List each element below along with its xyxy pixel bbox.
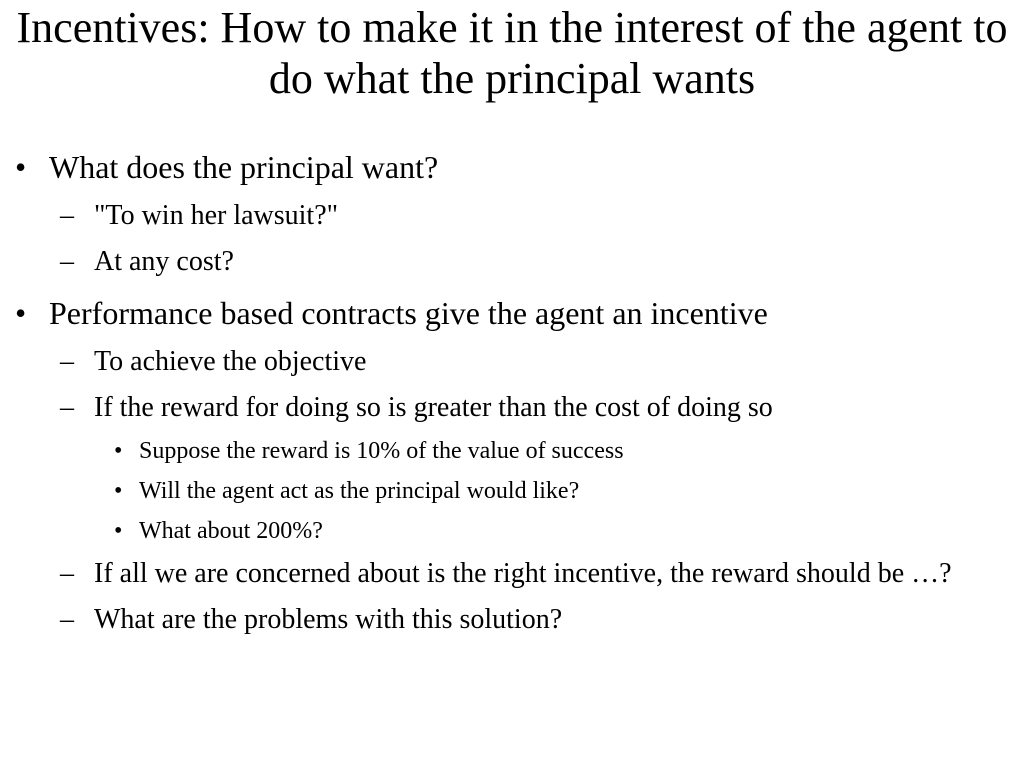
dash-marker: –: [60, 558, 74, 589]
sub-sub-bullet-text: Suppose the reward is 10% of the value of success: [139, 438, 624, 464]
dash-marker: –: [60, 246, 74, 277]
bullet-marker: •: [114, 438, 123, 464]
bullet-principal-want: [0, 145, 1024, 189]
sub-bullet-achieve-objective: [0, 343, 1024, 381]
bullet-marker: •: [15, 149, 27, 185]
bullet-performance-contracts: [0, 291, 1024, 335]
sub-bullet-text: What are the problems with this solution?: [94, 604, 563, 635]
sub-sub-bullet-agent-act: [0, 475, 1024, 507]
dash-marker: –: [60, 392, 74, 423]
sub-sub-bullet-reward-10: [0, 435, 1024, 467]
sub-bullet-text: At any cost?: [94, 246, 234, 277]
sub-sub-bullet-200: [0, 515, 1024, 547]
sub-bullet-text: If all we are concerned about is the right incentive, the reward should be …?: [94, 558, 952, 589]
sub-bullet-any-cost: [0, 243, 1024, 281]
dash-marker: –: [60, 346, 74, 377]
bullet-text: What does the principal want?: [49, 149, 439, 185]
sub-bullet-text: To achieve the objective: [94, 346, 367, 377]
bullet-marker: •: [15, 295, 27, 331]
bullet-marker: •: [114, 518, 123, 544]
sub-sub-bullet-text: What about 200%?: [139, 518, 323, 544]
dash-marker: –: [60, 604, 74, 635]
sub-bullet-text: If the reward for doing so is greater than the cost of doing so: [94, 392, 773, 423]
sub-bullet-problems: [0, 601, 1024, 639]
sub-bullet-reward-greater: [0, 389, 1024, 427]
bullet-marker: •: [114, 478, 123, 504]
sub-bullet-right-incentive: [0, 555, 1024, 593]
sub-bullet-text: "To win her lawsuit?": [94, 200, 339, 231]
sub-sub-bullet-text: Will the agent act as the principal would like?: [139, 478, 580, 504]
slide-body: [0, 145, 1024, 639]
bullet-text: Performance based contracts give the agent an incentive: [49, 295, 768, 331]
slide-title: Incentives: How to make it in the interest of the agent to do what the principal wants: [16, 3, 1008, 103]
dash-marker: –: [60, 200, 74, 231]
sub-bullet-win-lawsuit: [0, 197, 1024, 235]
